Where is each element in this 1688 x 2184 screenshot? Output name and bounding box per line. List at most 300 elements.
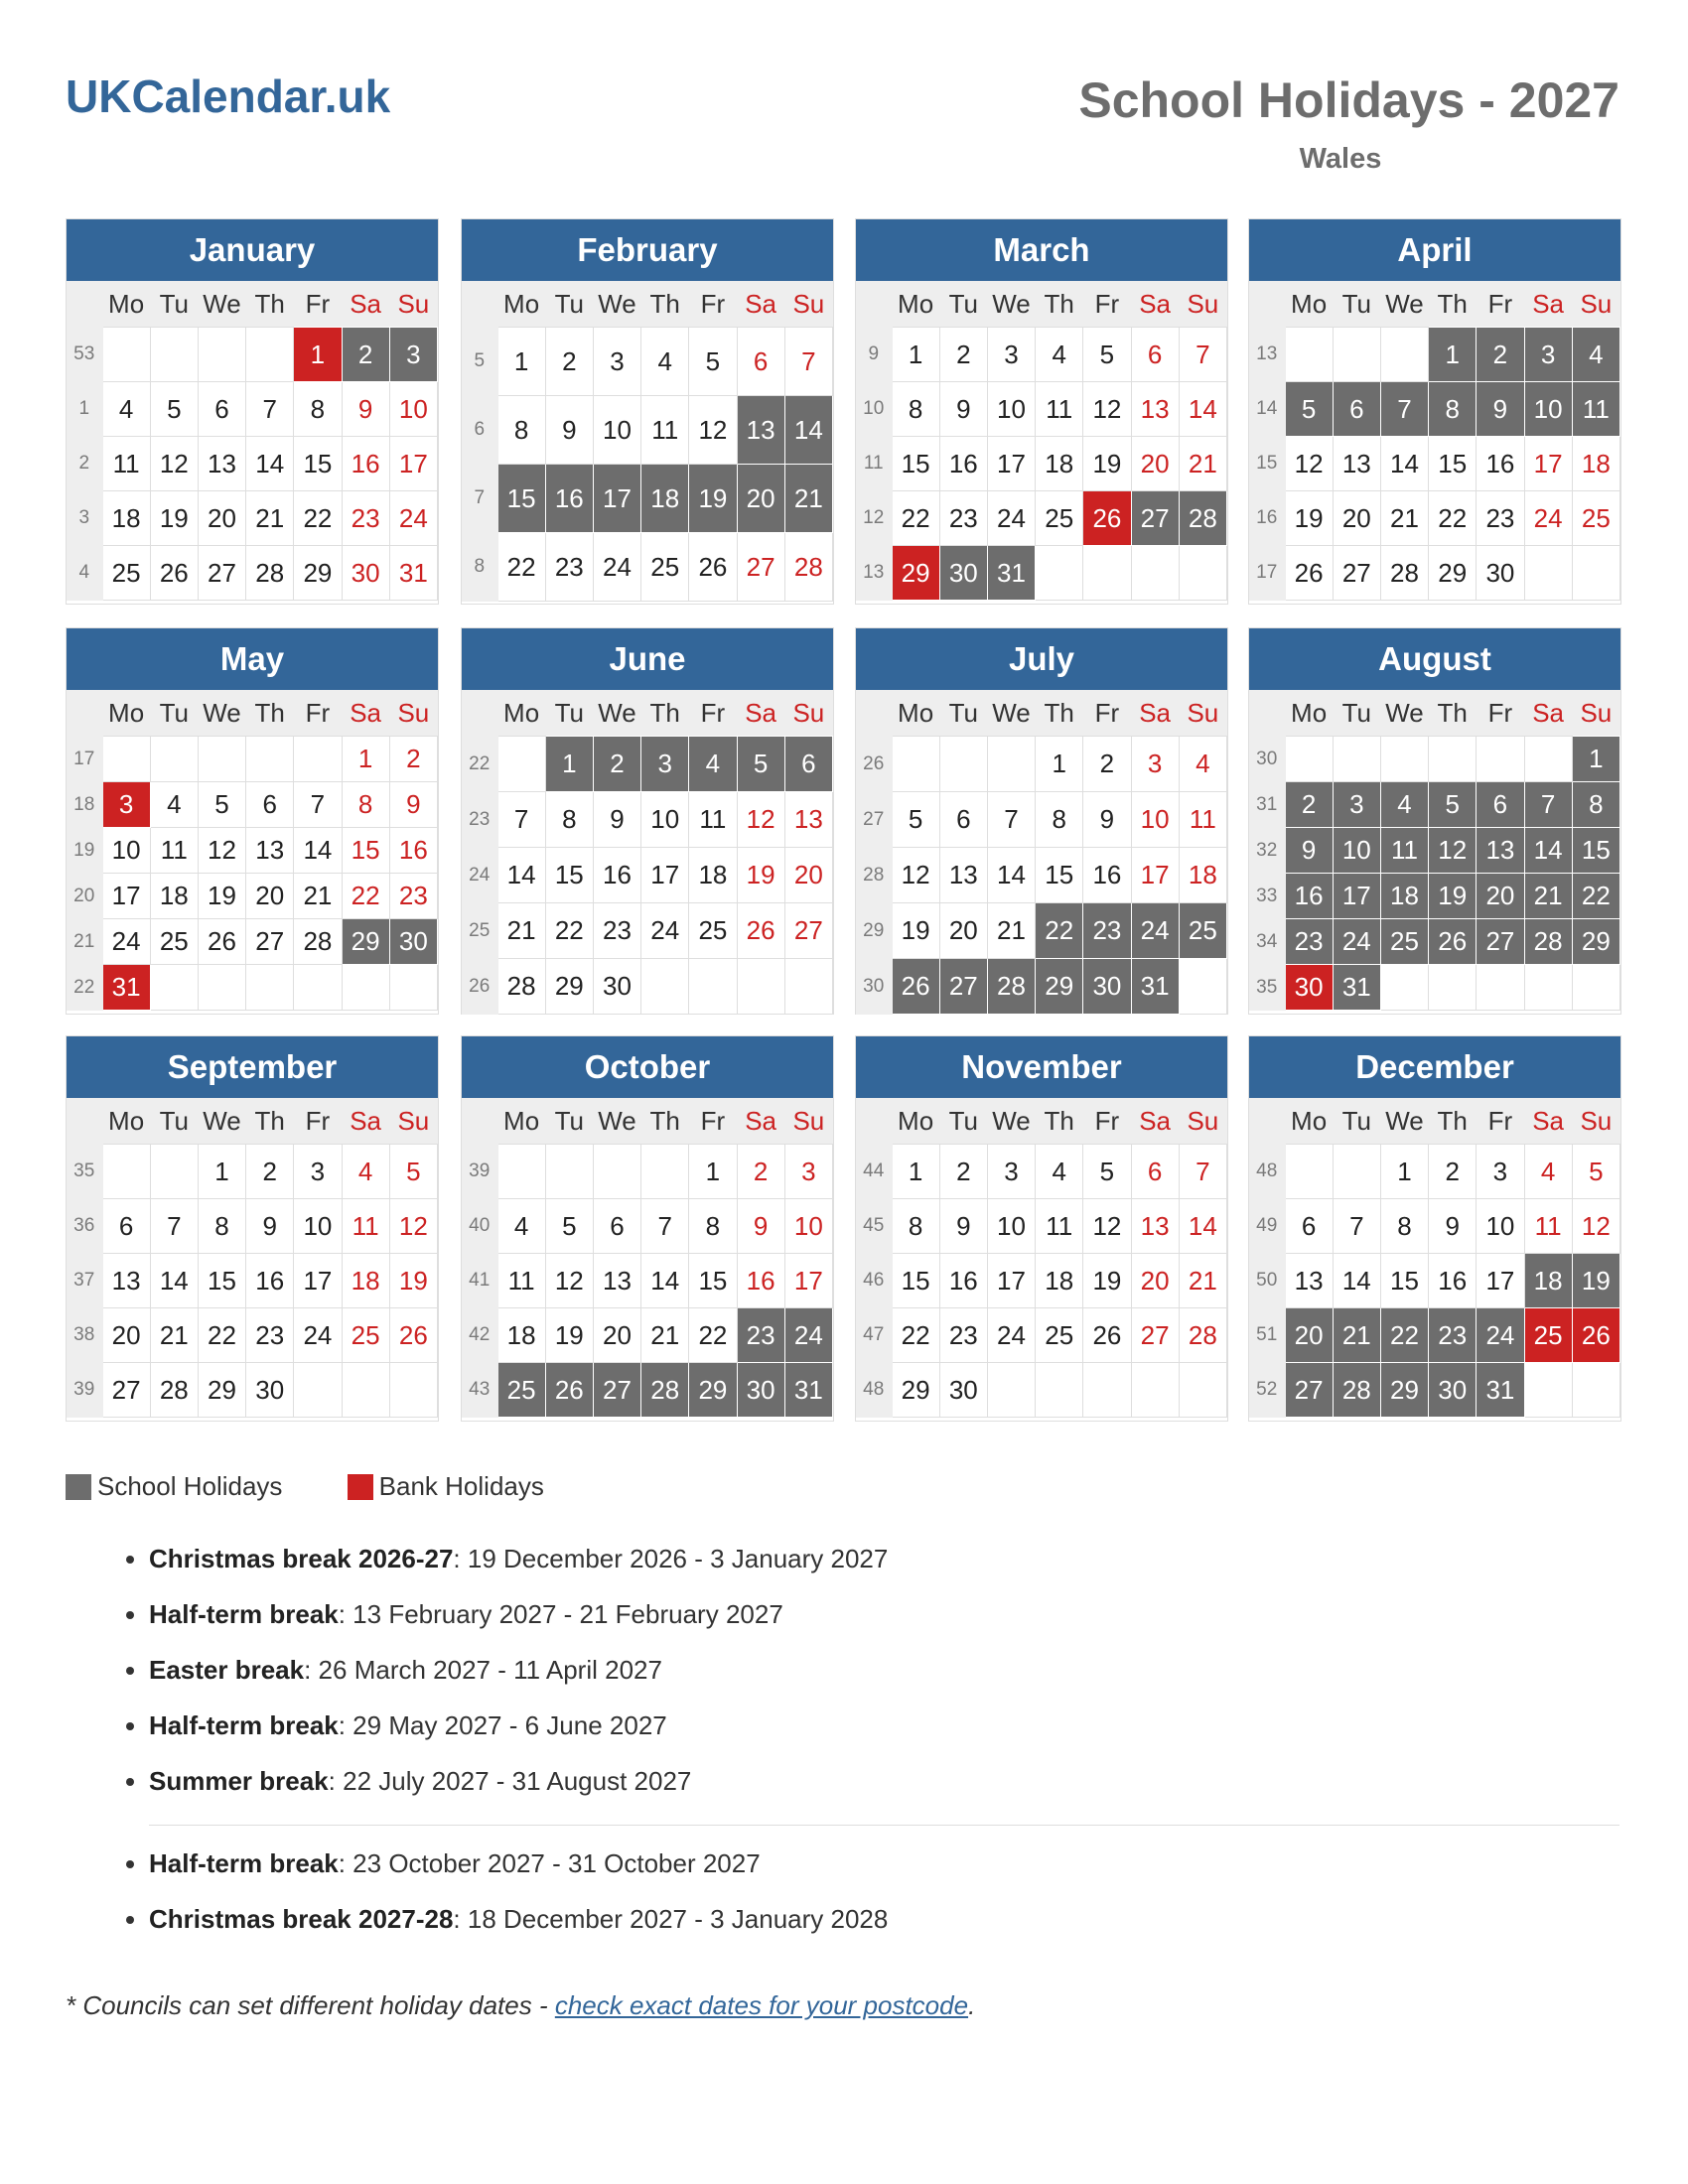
day-cell: 3: [102, 782, 150, 828]
day-cell: 12: [389, 1199, 437, 1254]
day-cell: 7: [784, 328, 832, 396]
weekday-header: Fr: [1477, 281, 1524, 328]
empty-cell: [1131, 546, 1179, 601]
day-cell: 18: [342, 1254, 389, 1308]
day-cell: 19: [1572, 1254, 1619, 1308]
weekday-header: Tu: [150, 1098, 198, 1145]
day-cell: 12: [892, 848, 939, 903]
day-cell: 21: [1333, 1308, 1380, 1363]
day-cell: 23: [737, 1308, 784, 1363]
day-cell: 20: [784, 848, 832, 903]
weekday-header: Mo: [497, 1098, 545, 1145]
month-table: [67, 281, 438, 601]
empty-cell: [737, 959, 784, 1015]
day-cell: 29: [342, 919, 389, 965]
weekday-header: Su: [389, 281, 437, 328]
empty-cell: [102, 328, 150, 382]
empty-cell: [1572, 1363, 1619, 1418]
month-table: [462, 690, 833, 1015]
month-table: [1249, 281, 1620, 601]
weekday-header: Mo: [497, 690, 545, 737]
day-cell: 1: [342, 737, 389, 782]
day-cell: 4: [1572, 328, 1619, 382]
day-cell: 15: [545, 848, 593, 903]
day-cell: 15: [1036, 848, 1083, 903]
day-cell: 1: [497, 328, 545, 396]
week-row: [67, 546, 438, 601]
school-swatch: [66, 1474, 91, 1500]
day-cell: 18: [1179, 848, 1226, 903]
weekday-header: Sa: [342, 281, 389, 328]
week-number: 5: [462, 328, 497, 396]
weekday-header: Sa: [342, 690, 389, 737]
month-table: [1249, 690, 1620, 1011]
day-cell: 18: [641, 465, 689, 533]
day-cell: 5: [1083, 328, 1131, 382]
empty-cell: [294, 1363, 342, 1418]
day-cell: 13: [784, 792, 832, 848]
week-row: [1249, 782, 1620, 828]
weekday-header: Su: [1572, 690, 1619, 737]
bank-swatch: [348, 1474, 373, 1500]
week-row: [856, 903, 1227, 959]
day-cell: 12: [150, 437, 198, 491]
week-number: 38: [67, 1308, 102, 1363]
day-cell: 19: [892, 903, 939, 959]
day-cell: 29: [1572, 919, 1619, 965]
day-cell: 31: [102, 965, 150, 1011]
empty-cell: [198, 328, 245, 382]
week-number: 20: [67, 874, 102, 919]
day-cell: 2: [1477, 328, 1524, 382]
day-cell: 22: [198, 1308, 245, 1363]
empty-cell: [939, 737, 987, 792]
week-number: 30: [856, 959, 892, 1015]
day-cell: 25: [1572, 491, 1619, 546]
day-cell: 28: [641, 1363, 689, 1418]
empty-cell: [294, 965, 342, 1011]
month-title: May: [67, 628, 438, 690]
day-cell: 15: [198, 1254, 245, 1308]
day-cell: 26: [1083, 491, 1131, 546]
day-cell: 23: [939, 1308, 987, 1363]
day-cell: 5: [689, 328, 737, 396]
day-cell: 17: [1477, 1254, 1524, 1308]
day-cell: 15: [689, 1254, 737, 1308]
day-cell: 11: [1036, 382, 1083, 437]
day-cell: 5: [198, 782, 245, 828]
day-cell: 2: [389, 737, 437, 782]
day-cell: 13: [1131, 382, 1179, 437]
day-cell: 28: [1380, 546, 1428, 601]
day-cell: 9: [1477, 382, 1524, 437]
day-cell: 15: [892, 1254, 939, 1308]
day-cell: 22: [497, 533, 545, 602]
day-cell: 23: [939, 491, 987, 546]
weekday-header: Fr: [1477, 1098, 1524, 1145]
empty-cell: [1477, 965, 1524, 1011]
day-cell: 1: [689, 1145, 737, 1199]
weekday-header: Fr: [294, 281, 342, 328]
day-cell: 30: [1477, 546, 1524, 601]
week-number: 52: [1249, 1363, 1285, 1418]
day-cell: 14: [1524, 828, 1572, 874]
weekday-header: We: [1380, 1098, 1428, 1145]
day-cell: 22: [342, 874, 389, 919]
weekday-header: Th: [246, 281, 294, 328]
week-row: [67, 491, 438, 546]
legend-school-label: School Holidays: [97, 1471, 283, 1501]
holiday-item: [149, 1761, 1619, 1817]
week-row: [856, 959, 1227, 1015]
day-cell: 18: [1036, 437, 1083, 491]
week-number-header: [67, 1098, 102, 1145]
week-number: 31: [1249, 782, 1285, 828]
month-title: February: [462, 219, 833, 281]
day-cell: 22: [1036, 903, 1083, 959]
day-cell: 1: [1572, 737, 1619, 782]
week-row: [67, 1308, 438, 1363]
day-cell: 15: [1429, 437, 1477, 491]
day-cell: 11: [689, 792, 737, 848]
week-row: [1249, 437, 1620, 491]
day-cell: 25: [641, 533, 689, 602]
week-number: 43: [462, 1363, 497, 1418]
day-cell: 27: [1131, 1308, 1179, 1363]
week-number: 26: [462, 959, 497, 1015]
week-row: [462, 792, 833, 848]
weekday-header: Sa: [342, 1098, 389, 1145]
week-number-header: [462, 690, 497, 737]
day-cell: 29: [892, 1363, 939, 1418]
weekday-header: Su: [1179, 1098, 1226, 1145]
day-cell: 1: [1429, 328, 1477, 382]
day-cell: 21: [987, 903, 1035, 959]
week-row: [1249, 1145, 1620, 1199]
week-number-header: [1249, 1098, 1285, 1145]
empty-cell: [641, 1145, 689, 1199]
week-number: 47: [856, 1308, 892, 1363]
weekday-header: Th: [641, 281, 689, 328]
day-cell: 16: [1477, 437, 1524, 491]
day-cell: 10: [294, 1199, 342, 1254]
day-cell: 11: [1380, 828, 1428, 874]
week-row: [67, 737, 438, 782]
month-table: [67, 690, 438, 1011]
day-cell: 16: [1285, 874, 1333, 919]
week-row: [67, 1145, 438, 1199]
week-number-header: [1249, 690, 1285, 737]
weekday-header: Sa: [1524, 1098, 1572, 1145]
day-cell: 20: [198, 491, 245, 546]
week-row: [67, 1254, 438, 1308]
day-cell: 6: [1285, 1199, 1333, 1254]
holiday-item: [149, 1706, 1619, 1761]
day-cell: 11: [1036, 1199, 1083, 1254]
day-cell: 22: [892, 1308, 939, 1363]
day-cell: 22: [545, 903, 593, 959]
day-cell: 7: [1524, 782, 1572, 828]
week-row: [856, 1145, 1227, 1199]
day-cell: 5: [1429, 782, 1477, 828]
day-cell: 8: [497, 396, 545, 465]
month-title: November: [856, 1036, 1227, 1098]
month-title: August: [1249, 628, 1620, 690]
weekday-header: Sa: [1131, 1098, 1179, 1145]
empty-cell: [1285, 1145, 1333, 1199]
day-cell: 31: [1333, 965, 1380, 1011]
week-row: [67, 828, 438, 874]
empty-cell: [987, 737, 1035, 792]
week-number-header: [67, 690, 102, 737]
holiday-item: [149, 1594, 1619, 1650]
holiday-item: [149, 1539, 1619, 1594]
week-number-header: [1249, 281, 1285, 328]
day-cell: 29: [294, 546, 342, 601]
weekday-header: Mo: [1285, 690, 1333, 737]
holiday-dates: : 19 December 2026 - 3 January 2027: [453, 1544, 889, 1573]
day-cell: 6: [1131, 1145, 1179, 1199]
day-cell: 1: [545, 737, 593, 792]
week-row: [462, 848, 833, 903]
weekday-header: Tu: [1333, 281, 1380, 328]
month-february: [461, 218, 834, 605]
weekday-header: Sa: [737, 281, 784, 328]
day-cell: 19: [150, 491, 198, 546]
empty-cell: [1179, 959, 1226, 1015]
week-number: 37: [67, 1254, 102, 1308]
day-cell: 16: [593, 848, 640, 903]
month-september: [66, 1035, 439, 1422]
day-cell: 16: [1083, 848, 1131, 903]
week-number: 25: [462, 903, 497, 959]
empty-cell: [1333, 1145, 1380, 1199]
holiday-name: Easter break: [149, 1655, 305, 1685]
day-cell: 22: [892, 491, 939, 546]
empty-cell: [1285, 328, 1333, 382]
day-cell: 7: [1333, 1199, 1380, 1254]
day-cell: 14: [150, 1254, 198, 1308]
week-number: 1: [67, 382, 102, 437]
weekday-header: Mo: [892, 281, 939, 328]
month-october: [461, 1035, 834, 1422]
day-cell: 19: [1285, 491, 1333, 546]
month-march: [855, 218, 1228, 605]
day-cell: 15: [294, 437, 342, 491]
weekday-header: Sa: [1131, 690, 1179, 737]
day-cell: 18: [1572, 437, 1619, 491]
empty-cell: [1380, 328, 1428, 382]
day-cell: 13: [102, 1254, 150, 1308]
week-number-header: [856, 1098, 892, 1145]
week-number-header: [856, 690, 892, 737]
empty-cell: [1333, 737, 1380, 782]
day-cell: 24: [784, 1308, 832, 1363]
day-cell: 26: [150, 546, 198, 601]
legend-school: [66, 1471, 282, 1502]
postcode-link[interactable]: check exact dates for your postcode: [554, 1990, 969, 2020]
day-cell: 4: [102, 382, 150, 437]
day-cell: 24: [102, 919, 150, 965]
day-cell: 2: [939, 328, 987, 382]
day-cell: 14: [641, 1254, 689, 1308]
day-cell: 23: [593, 903, 640, 959]
week-row: [856, 1363, 1227, 1418]
day-cell: 1: [198, 1145, 245, 1199]
day-cell: 11: [150, 828, 198, 874]
holiday-list: [66, 1539, 1619, 1955]
day-cell: 27: [1131, 491, 1179, 546]
week-row: [462, 1254, 833, 1308]
day-cell: 29: [1036, 959, 1083, 1015]
empty-cell: [1572, 965, 1619, 1011]
day-cell: 2: [737, 1145, 784, 1199]
day-cell: 19: [389, 1254, 437, 1308]
day-cell: 18: [689, 848, 737, 903]
day-cell: 6: [784, 737, 832, 792]
day-cell: 18: [1524, 1254, 1572, 1308]
week-row: [67, 782, 438, 828]
weekday-header: Th: [1036, 281, 1083, 328]
day-cell: 29: [545, 959, 593, 1015]
day-cell: 15: [342, 828, 389, 874]
day-cell: 30: [1083, 959, 1131, 1015]
empty-cell: [246, 328, 294, 382]
day-cell: 4: [1524, 1145, 1572, 1199]
holiday-item: [149, 1650, 1619, 1706]
day-cell: 19: [1429, 874, 1477, 919]
empty-cell: [1036, 546, 1083, 601]
weekday-header: Tu: [150, 690, 198, 737]
day-cell: 1: [1036, 737, 1083, 792]
week-number: 28: [856, 848, 892, 903]
month-table: [856, 690, 1227, 1015]
page-subtitle: Wales: [1299, 143, 1382, 175]
weekday-header: Fr: [689, 281, 737, 328]
day-cell: 23: [342, 491, 389, 546]
weekday-header: Fr: [689, 690, 737, 737]
weekday-header: Su: [784, 281, 832, 328]
day-cell: 30: [737, 1363, 784, 1418]
week-row: [462, 328, 833, 396]
empty-cell: [1179, 546, 1226, 601]
month-title: June: [462, 628, 833, 690]
day-cell: 28: [1524, 919, 1572, 965]
weekday-header: Fr: [1083, 281, 1131, 328]
weekday-header: Tu: [150, 281, 198, 328]
week-row: [462, 1308, 833, 1363]
day-cell: 26: [737, 903, 784, 959]
day-cell: 6: [102, 1199, 150, 1254]
empty-cell: [294, 737, 342, 782]
month-april: [1248, 218, 1621, 605]
brand-logo-link[interactable]: UKCalendar.uk: [66, 70, 391, 122]
weekday-header: Th: [246, 690, 294, 737]
day-cell: 9: [939, 382, 987, 437]
day-cell: 23: [1083, 903, 1131, 959]
day-cell: 16: [939, 1254, 987, 1308]
day-cell: 27: [198, 546, 245, 601]
weekday-header: Mo: [892, 1098, 939, 1145]
month-december: [1248, 1035, 1621, 1422]
day-cell: 19: [198, 874, 245, 919]
holiday-name: Half-term break: [149, 1599, 339, 1629]
day-cell: 8: [294, 382, 342, 437]
week-number-header: [462, 281, 497, 328]
day-cell: 12: [689, 396, 737, 465]
empty-cell: [784, 959, 832, 1015]
day-cell: 10: [102, 828, 150, 874]
day-cell: 19: [1083, 1254, 1131, 1308]
day-cell: 13: [1333, 437, 1380, 491]
day-cell: 26: [545, 1363, 593, 1418]
weekday-header: Su: [389, 690, 437, 737]
day-cell: 1: [892, 1145, 939, 1199]
weekday-header: Th: [1429, 281, 1477, 328]
day-cell: 25: [1524, 1308, 1572, 1363]
day-cell: 16: [939, 437, 987, 491]
day-cell: 26: [1572, 1308, 1619, 1363]
day-cell: 18: [497, 1308, 545, 1363]
day-cell: 7: [987, 792, 1035, 848]
weekday-header: Tu: [545, 281, 593, 328]
day-cell: 10: [784, 1199, 832, 1254]
weekday-header: We: [987, 1098, 1035, 1145]
week-row: [1249, 1308, 1620, 1363]
day-cell: 27: [737, 533, 784, 602]
weekday-header: Fr: [689, 1098, 737, 1145]
empty-cell: [389, 965, 437, 1011]
weekday-header: Fr: [1477, 690, 1524, 737]
day-cell: 21: [641, 1308, 689, 1363]
holiday-dates: : 23 October 2027 - 31 October 2027: [338, 1848, 761, 1878]
week-row: [462, 396, 833, 465]
holiday-item: [149, 1899, 1619, 1955]
day-cell: 5: [892, 792, 939, 848]
day-cell: 20: [1131, 437, 1179, 491]
day-cell: 6: [939, 792, 987, 848]
week-number: 30: [1249, 737, 1285, 782]
day-cell: 9: [939, 1199, 987, 1254]
week-row: [67, 965, 438, 1011]
day-cell: 27: [784, 903, 832, 959]
week-number: 53: [67, 328, 102, 382]
day-cell: 1: [892, 328, 939, 382]
day-cell: 4: [150, 782, 198, 828]
month-november: [855, 1035, 1228, 1422]
day-cell: 2: [1083, 737, 1131, 792]
month-table: [856, 281, 1227, 601]
month-title: July: [856, 628, 1227, 690]
week-number: 41: [462, 1254, 497, 1308]
day-cell: 5: [737, 737, 784, 792]
weekday-header: Tu: [939, 690, 987, 737]
day-cell: 31: [389, 546, 437, 601]
empty-cell: [1429, 965, 1477, 1011]
empty-cell: [1083, 1363, 1131, 1418]
weekday-header: Sa: [1131, 281, 1179, 328]
day-cell: 9: [737, 1199, 784, 1254]
empty-cell: [150, 328, 198, 382]
weekday-header: Th: [1036, 690, 1083, 737]
day-cell: 20: [939, 903, 987, 959]
week-number: 16: [1249, 491, 1285, 546]
week-number: 19: [67, 828, 102, 874]
weekday-header: Mo: [892, 690, 939, 737]
month-title: January: [67, 219, 438, 281]
day-cell: 19: [1083, 437, 1131, 491]
week-row: [856, 848, 1227, 903]
